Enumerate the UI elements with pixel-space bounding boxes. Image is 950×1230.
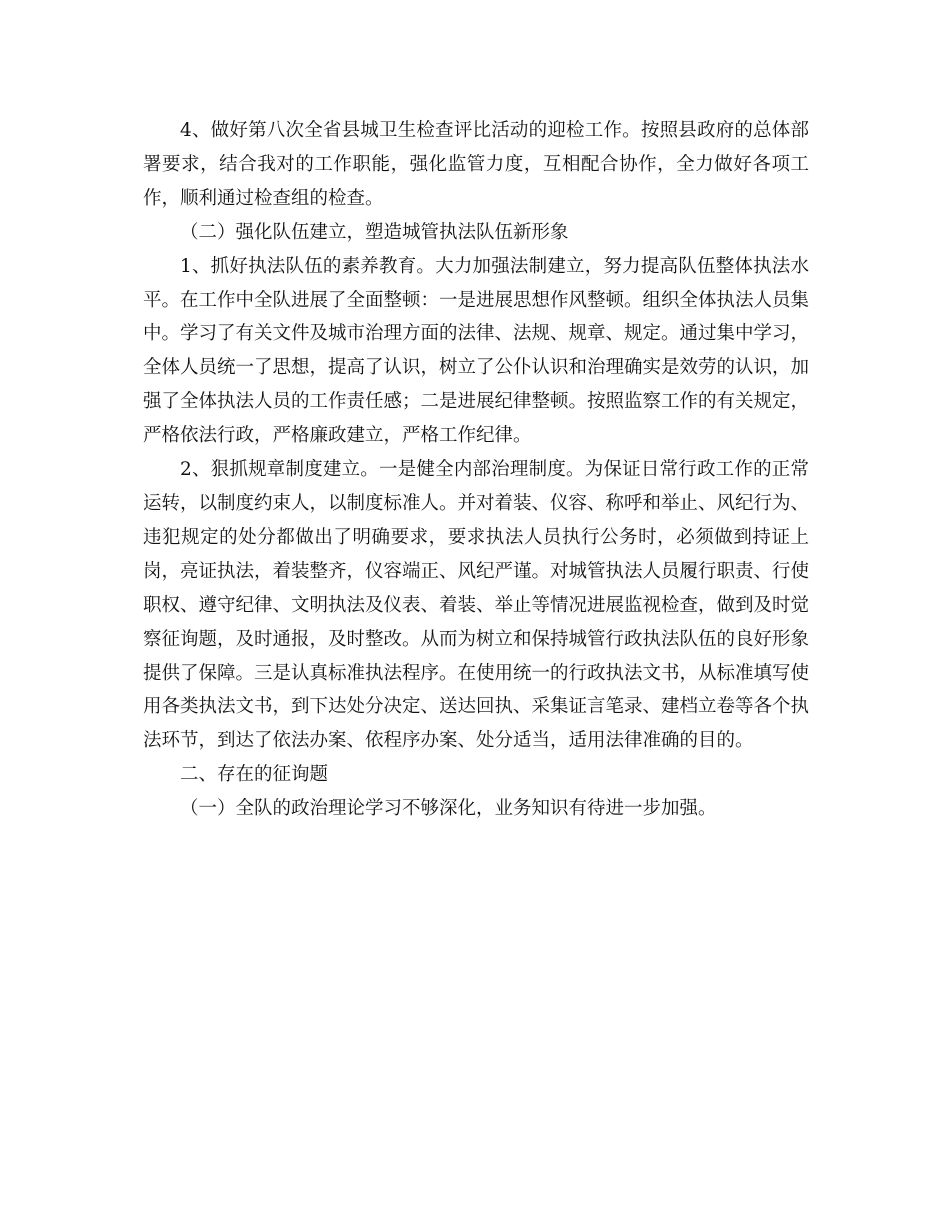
paragraph-problem-one: （一）全队的政治理论学习不够深化，业务知识有待进一步加强。: [180, 798, 717, 820]
paragraph-rules-system: 2、狠抓规章制度建立。一是健全内部治理制度。为保证日常行政工作的正常运转，以制度约束人，以制度标准人。并对着装、仪容、称呼和举止、风纪行为、违犯规定的处分都做出了明确要求，要求执法人员执行公务时，必须做到持证上岗，亮证执法，着装整齐，仪容端正、风纪严谨。对城管执法人员履行职责、行使职权、遵守纪律、文明执法及仪表、着装、举止等情况进展监视检查，做到及时觉察征询题，及时通报，及时整改。从而为树立和保持城管行政执法队伍的良好形象提供了保障。三是认真标准执法程序。在使用统一的行政执法文书，从标准填写使用各类执法文书，到下达处分决定、送达回执、采集证言笔录、建档立卷等各个执法环节，到达了依法办案、依程序办案、处分适当，适用法律准确的目的。: [143, 459, 810, 752]
section-heading-team-building: （二）强化队伍建立，塑造城管执法队伍新形象: [180, 221, 569, 243]
section-heading-existing-problems: 二、存在的征询题: [180, 764, 329, 786]
paragraph-team-education: 1、抓好执法队伍的素养教育。大力加强法制建立，努力提高队伍整体执法水平。在工作中全队进展了全面整顿：一是进展思想作风整顿。组织全体执法人员集中。学习了有关文件及城市治理方面的法律、法规、规章、规定。通过集中学习，全体人员统一了思想，提高了认识，树立了公仆认识和治理确实是效劳的认识，加强了全体执法人员的工作责任感；二是进展纪律整顿。按照监察工作的有关规定，严格依法行政，严格廉政建立，严格工作纪律。: [143, 255, 810, 447]
document-body: [143, 114, 809, 826]
paragraph-inspection-work: 4、做好第八次全省县城卫生检查评比活动的迎检工作。按照县政府的总体部署要求，结合我对的工作职能，强化监管力度，互相配合协作，全力做好各项工作，顺利通过检查组的检查。: [143, 120, 809, 209]
